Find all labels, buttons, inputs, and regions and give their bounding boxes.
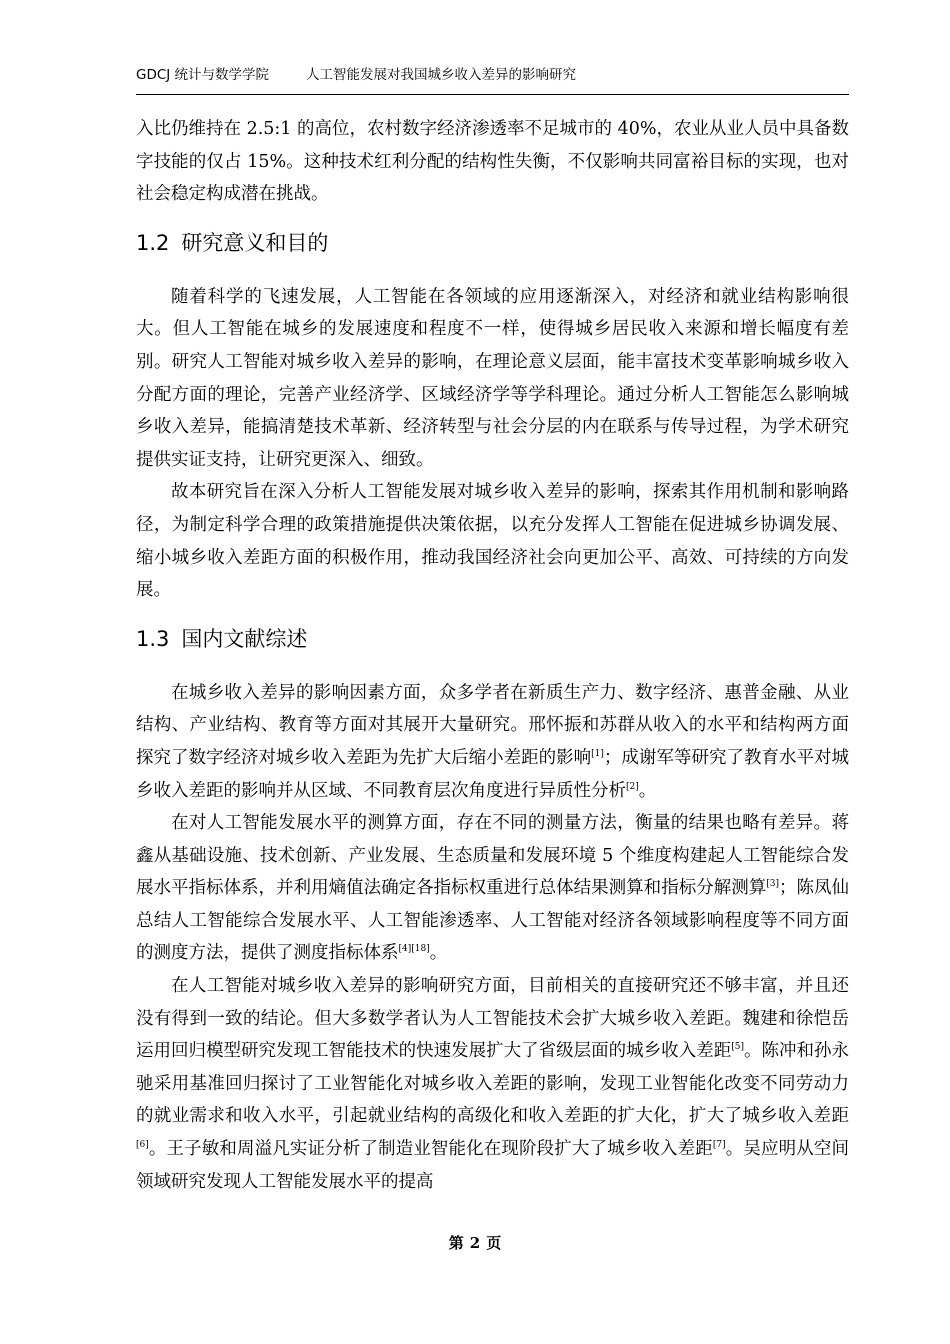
paragraph — [136, 677, 849, 807]
running-header — [136, 66, 849, 84]
citation-link[interactable]: [5] — [731, 1042, 744, 1053]
section-title: 研究意义和目的 — [181, 230, 329, 255]
citation-link[interactable]: [7] — [712, 1140, 726, 1151]
paragraph — [136, 970, 849, 1198]
paragraph: 随着科学的飞速发展，人工智能在各领域的应用逐渐深入，对经济和就业结构影响很大。但人工智能在城乡的发展速度和程度不一样，使得城乡居民收入来源和增长幅度有差别。研究人工智能对城乡收入差异的影响，在理论意义层面，能丰富技术变革影响城乡收入分配方面的理论，完善产业经济学、区域经济学等学科理论。通过分析人工智能怎么影响城乡收入差异，能搞清楚技术革新、经济转型与社会分层的内在联系与传导过程，为学术研究提供实证支持，让研究更深入、细致。 — [136, 286, 849, 470]
header-title: 人工智能发展对我国城乡收入差异的影响研究 — [306, 67, 576, 83]
citation-link[interactable]: [3] — [766, 879, 779, 890]
text-run: 在人工智能对城乡收入差异的影响研究方面，目前相关的直接研究还不够丰富，并且还没有得到一致的结论。但大多数学者认为人工智能技术会扩大城乡收入差距。魏建和徐恺岳运用回归模型研究发现工智能技术的快速发展扩大了省级层面的城乡收入差距 — [136, 976, 849, 1062]
page-suffix: 页 — [486, 1234, 502, 1252]
section-number: 1.3 — [136, 626, 170, 651]
text-run: 在城乡收入差异的影响因素方面，众多学者在新质生产力、数字经济、惠普金融、从业结构、产业结构、教育等方面对其展开大量研究。邢怀振和苏群从收入的水平和结构两方面探究了数字经济对城乡收入差距为先扩大后缩小差距的影响 — [136, 682, 849, 768]
section-heading-1-2 — [136, 228, 849, 258]
citation-link[interactable]: [1] — [591, 748, 604, 759]
intro-paragraph: 入比仍维持在 2.5:1 的高位，农村数字经济渗透率不足城市的 40%，农业从业人员中具备数字技能的仅占 15%。这种技术红利分配的结构性失衡，不仅影响共同富裕目标的实现，也对社会稳定构成潜在挑战。 — [136, 119, 849, 205]
text-run: ；成谢军等研究了教育水平对城乡收入差距的影响并从区域、不同教育层次角度进行异质性分析 — [136, 747, 850, 801]
citation-link[interactable]: [2] — [626, 781, 639, 792]
section-title: 国内文献综述 — [181, 626, 308, 651]
text-run: 。 — [429, 943, 448, 964]
text-run: 在对人工智能发展水平的测算方面，存在不同的测量方法，衡量的结果也略有差异。蒋鑫从基础设施、技术创新、产业发展、生态质量和发展环境 5 个维度构建起人工智能综合发展水平指标体系，并利用熵值法确定各指标权重进行总体结果测算和指标分解测算 — [136, 813, 849, 899]
text-run: 。陈冲和孙永驰采用基准回归探讨了工业智能化对城乡收入差距的影响，发现工业智能化改变不同劳动力的就业需求和收入水平，引起就业结构的高级化和收入差距的扩大化，扩大了城乡收入差距 — [136, 1041, 850, 1127]
header-rule — [136, 94, 849, 95]
citation-link[interactable]: [6] — [136, 1140, 149, 1151]
header-school: GDCJ 统计与数学学院 — [136, 67, 270, 83]
text-run: 。吴应明从空间领域研究发现人工智能发展水平的提高 — [136, 1139, 849, 1192]
page-body — [136, 113, 849, 1198]
page-number-footer — [0, 1232, 950, 1253]
paragraph — [136, 807, 849, 970]
text-run: 。 — [638, 780, 657, 801]
citation-link[interactable]: [4][18] — [398, 944, 430, 955]
text-run: ；陈凤仙总结人工智能综合发展水平、人工智能渗透率、人工智能对经济各领域影响程度等不同方面的测度方法，提供了测度指标体系 — [136, 878, 850, 964]
section-number: 1.2 — [136, 230, 170, 255]
page-prefix: 第 — [448, 1234, 464, 1252]
section-heading-1-3 — [136, 624, 849, 654]
paragraph: 故本研究旨在深入分析人工智能发展对城乡收入差异的影响，探索其作用机制和影响路径，为制定科学合理的政策措施提供决策依据，以充分发挥人工智能在促进城乡协调发展、缩小城乡收入差距方面的积极作用，推动我国经济社会向更加公平、高效、可持续的方向发展。 — [136, 482, 849, 601]
page-number: 2 — [469, 1234, 481, 1252]
text-run: 。王子敏和周溢凡实证分析了制造业智能化在现阶段扩大了城乡收入差距 — [148, 1139, 713, 1160]
